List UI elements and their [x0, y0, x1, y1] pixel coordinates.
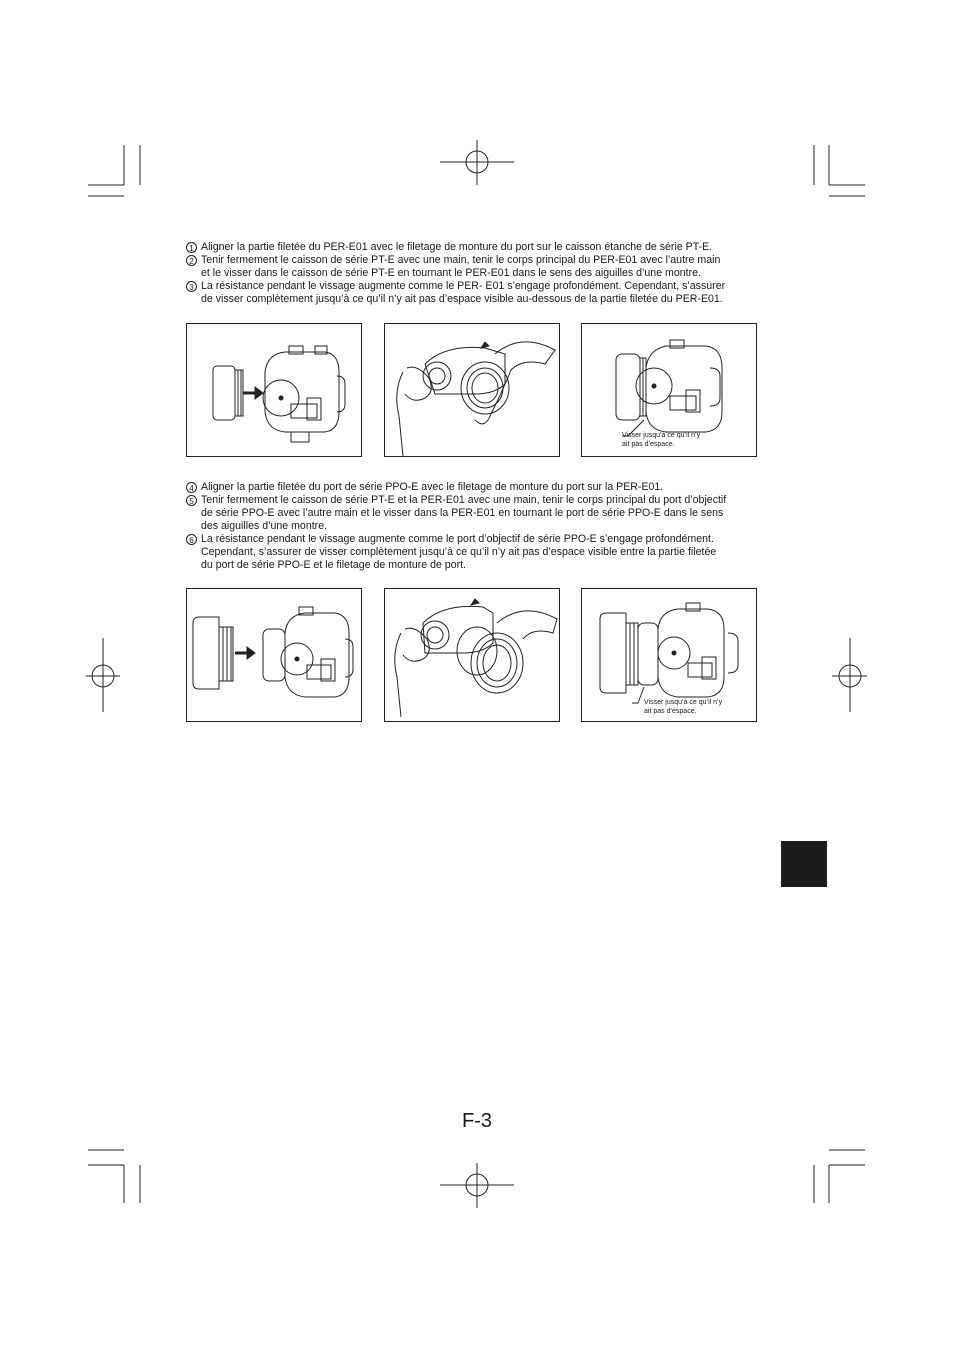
step-text: Tenir fermement le caisson de série PT-E avec une main, tenir le corps principal du PER-E01 avec l’autre main et le visser dans le caisson de série PT-E en tournant le PER-E01 dans le sens des aiguilles d’une montre. — [201, 254, 721, 279]
instructions-part-2 — [186, 481, 760, 572]
figure-align-ppo-e — [186, 588, 362, 722]
step-number: 2 — [186, 255, 197, 266]
step-6 — [186, 533, 760, 572]
step-text: Aligner la partie filetée du PER-E01 avec le filetage de monture du port sur le caisson étanche de série PT-E. — [201, 241, 713, 253]
step-2 — [186, 254, 760, 280]
step-number: 6 — [186, 534, 197, 545]
figure-caption: Visser jusqu’à ce qu’il n’y ait pas d’espace. — [622, 432, 701, 448]
section-thumb-tab — [781, 841, 827, 887]
figure-screw-per-e01 — [384, 323, 560, 457]
step-5 — [186, 494, 760, 533]
figure-screw-ppo-e — [384, 588, 560, 722]
step-number: 1 — [186, 242, 197, 253]
instructions-part-1 — [186, 241, 760, 306]
step-text: La résistance pendant le vissage augmente comme le PER- E01 s’engage profondément. Cependant, s’assurer de visser complètement jusqu’à ce qu’il n’y ait pas d’espace visible au-dessous de la partie filetée du PER-E01. — [201, 280, 726, 305]
step-4 — [186, 481, 760, 494]
step-text: Tenir fermement le caisson de série PT-E et la PER-E01 avec une main, tenir le corps principal du port d’objectif de série PPO-E avec l’autre main et le visser dans la PER-E01 en tournant le port de série PPO-E dans le sens des aiguilles d’une montre. — [201, 494, 727, 532]
figure-caption: Visser jusqu’à ce qu’il n’y ait pas d’espace. — [644, 699, 723, 715]
figure-fully-screwed-ppo-e — [581, 588, 757, 722]
step-number: 3 — [186, 281, 197, 292]
figure-fully-screwed-per-e01 — [581, 323, 757, 457]
page-number: F-3 — [462, 1110, 492, 1132]
step-text: Aligner la partie filetée du port de série PPO-E avec le filetage de monture du port sur la PER-E01. — [201, 481, 664, 493]
step-number: 5 — [186, 495, 197, 506]
step-1 — [186, 241, 760, 254]
step-3 — [186, 280, 760, 306]
figure-align-per-e01 — [186, 323, 362, 457]
step-number: 4 — [186, 482, 197, 493]
step-text: La résistance pendant le vissage augmente comme le port d’objectif de série PPO-E s’engage profondément. Cependant, s’assurer de visser complètement jusqu’à ce qu’il n’y ait pas d’espace visible entre la partie filetée du port de série PPO-E et le filetage de monture de port. — [201, 533, 717, 571]
